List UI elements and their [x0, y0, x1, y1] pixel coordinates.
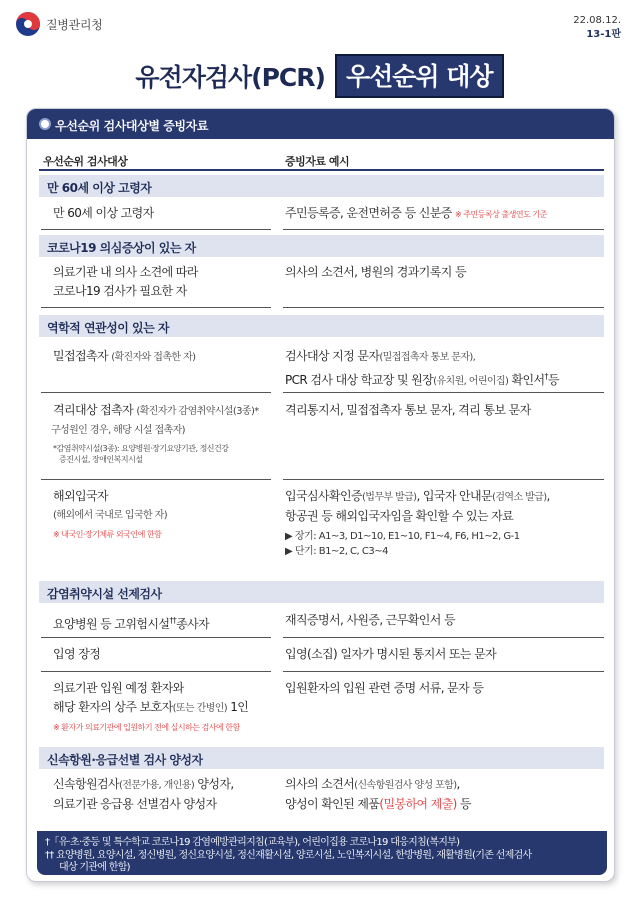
target-note: ※ 내국인·장기체류 외국인에 한함: [53, 530, 162, 539]
target-symptoms: [53, 263, 198, 301]
section-title: 신속항원·응급선별 검사 양성자: [47, 753, 203, 767]
target-high-risk-worker: [53, 611, 209, 634]
row-divider: [283, 479, 604, 480]
target-sub: (해외에서 국내로 입국한 자): [53, 510, 167, 521]
section-symptoms: [39, 235, 604, 257]
target-close-contact: [53, 347, 195, 367]
card-heading: [27, 109, 614, 139]
section-title: 감염취약시설 선제검사: [47, 587, 162, 601]
proof-text: 양성이 확인된 제품: [285, 797, 380, 811]
visa-long-term: ▶ 장기: A1~3, D1~10, E1~10, F1~4, F6, H1~2, G-1: [285, 531, 520, 542]
kdca-logo-icon: [14, 10, 42, 38]
section-epidemiological: [39, 315, 604, 337]
target-text: 양성자,: [194, 777, 234, 791]
proof-close-contact: [285, 347, 559, 391]
proof-positive: [285, 775, 471, 814]
target-text: 종사자: [176, 617, 210, 631]
section-vulnerable-facility: [39, 581, 604, 603]
proof-elderly: [285, 204, 547, 224]
footnote-double-dagger-cont: 대상 기관에 한함): [59, 862, 130, 873]
target-text: 해당 환자의 상주 보호자: [53, 700, 173, 714]
section-title: 만 60세 이상 고령자: [47, 181, 152, 195]
proof-text: 검사대상 지정 문자: [285, 349, 380, 363]
footnote-double-dagger: †† 요양병원, 요양시설, 정신병원, 정신요양시설, 정신재활시설, 양로시설, 노인복지시설, 한방병원, 재활병원(기존 선제검사: [45, 850, 532, 861]
column-header-proof: 증빙자료 예시: [285, 155, 350, 168]
proof-overseas: [285, 487, 550, 559]
row-divider: [283, 229, 604, 230]
proof-enlistment: 입영(소집) 일자가 명시된 통지서 또는 문자: [285, 647, 497, 661]
proof-symptoms: 의사의 소견서, 병원의 경과기록지 등: [285, 265, 466, 279]
proof-high-risk-worker: 재직증명서, 사원증, 근무확인서 등: [285, 613, 455, 627]
target-note: ※ 환자가 의료기관에 입원하기 전에 실시하는 검사에 한함: [53, 723, 240, 732]
target-text: 해외입국자: [53, 489, 108, 503]
section-positive: [39, 747, 604, 769]
bullet-icon: [41, 120, 49, 128]
column-header-target: 우선순위 검사대상: [43, 155, 128, 168]
row-divider: [41, 392, 271, 393]
proof-sub: (검역소 발급): [492, 492, 547, 503]
title-highlight: 우선순위 대상: [335, 54, 504, 98]
target-text: 신속항원검사: [53, 777, 119, 791]
proof-text: 의사의 소견서: [285, 777, 355, 791]
target-sub: (전문가용, 개인용): [118, 780, 195, 791]
row-divider: [41, 229, 271, 230]
target-overseas: [53, 487, 167, 544]
proof-text: 항공권 등 해외입국자임을 확인할 수 있는 자료: [285, 509, 514, 523]
section-title: 코로나19 의심증상이 있는 자: [47, 241, 196, 255]
proof-text: 확인서: [508, 373, 545, 387]
target-footnote: *감염취약시설(3종): 요양병원·장기요양기관, 정신건강: [53, 444, 229, 453]
proof-text: 주민등록증, 운전면허증 등 신분증: [285, 206, 452, 220]
proof-sub-red: (밀봉하여 제출): [379, 797, 457, 811]
proof-text: 입국심사확인증: [285, 489, 362, 503]
proof-note: ※ 주민등록상 출생연도 기준: [454, 210, 547, 219]
target-footnote: 증진시설, 장애인복지시설: [59, 455, 143, 464]
row-divider: [283, 307, 604, 308]
edition: 13-1판: [586, 29, 621, 40]
proof-sub: (신속항원검사 양성 포함): [354, 780, 457, 791]
row-divider: [283, 671, 604, 672]
dagger-mark: †: [544, 372, 548, 381]
target-sub: (확진자와 접촉한 자): [111, 352, 196, 363]
section-elderly: [39, 175, 604, 197]
proof-text: PCR 검사 대상 학교장 및 원장: [285, 373, 434, 387]
proof-quarantine-contact: 격리통지서, 밀접접촉자 통보 문자, 격리 통보 문자: [285, 403, 531, 417]
proof-text: , 입국자 안내문: [416, 489, 493, 503]
target-text: 요양병원 등 고위험시설: [53, 617, 170, 631]
proof-inpatient: 입원환자의 입원 관련 증명 서류, 문자 등: [285, 681, 484, 695]
row-divider: [41, 479, 271, 480]
row-divider: [283, 637, 604, 638]
double-dagger-mark: ††: [169, 616, 177, 625]
footnote-dagger: †「유·초·중등 및 특수학교 코로나19 감염예방관리지침(교육부), 어린이집용 코로나19 대응지침(복지부): [45, 837, 460, 848]
proof-sub: (밀접접촉자 통보 문자),: [379, 352, 476, 363]
row-divider: [41, 671, 271, 672]
target-elderly: 만 60세 이상 고령자: [53, 206, 154, 220]
target-quarantine-contact: [53, 401, 259, 465]
proof-text: ,: [546, 489, 550, 503]
priority-card: [26, 108, 615, 882]
title-main: 유전자검사(PCR): [135, 63, 325, 92]
target-line: 의료기관 내 의사 소견에 따라: [53, 265, 198, 279]
target-inpatient: [53, 679, 248, 737]
target-sub: (확진자가 감염취약시설(3종)*: [136, 406, 259, 417]
proof-sub: (법무부 발급): [361, 492, 417, 503]
proof-text: ,: [456, 777, 460, 791]
target-text: 격리대상 접촉자: [53, 403, 134, 417]
card-heading-text: 우선순위 검사대상별 증빙자료: [55, 119, 209, 133]
proof-sub: (유치원, 어린이집): [433, 376, 509, 387]
target-text: 의료기관 입원 예정 환자와: [53, 681, 184, 695]
target-text: 밀접접촉자: [53, 349, 108, 363]
target-sub: (또는 간병인): [172, 703, 228, 714]
footnotes: [37, 831, 607, 875]
target-line: 코로나19 검사가 필요한 자: [53, 284, 187, 298]
date-block: [573, 14, 621, 42]
target-enlistment: 입영 장정: [53, 647, 101, 661]
proof-text: 등: [547, 373, 559, 387]
target-positive: [53, 775, 234, 814]
section-title: 역학적 연관성이 있는 자: [47, 321, 169, 335]
issue-date: 22.08.12.: [573, 15, 621, 26]
row-divider: [283, 392, 604, 393]
header-divider: [39, 169, 604, 171]
visa-short-term: ▶ 단기: B1~2, C, C3~4: [285, 546, 388, 557]
page-title: [0, 54, 639, 94]
row-divider: [41, 637, 271, 638]
org-name: 질병관리청: [46, 18, 103, 32]
proof-text: 등: [456, 797, 471, 811]
header: [0, 0, 639, 46]
target-text: 1인: [227, 700, 249, 714]
target-text: 의료기관 응급용 선별검사 양성자: [53, 797, 217, 811]
row-divider: [41, 307, 271, 308]
target-sub: 구성원인 경우, 해당 시설 접촉자): [51, 425, 185, 436]
